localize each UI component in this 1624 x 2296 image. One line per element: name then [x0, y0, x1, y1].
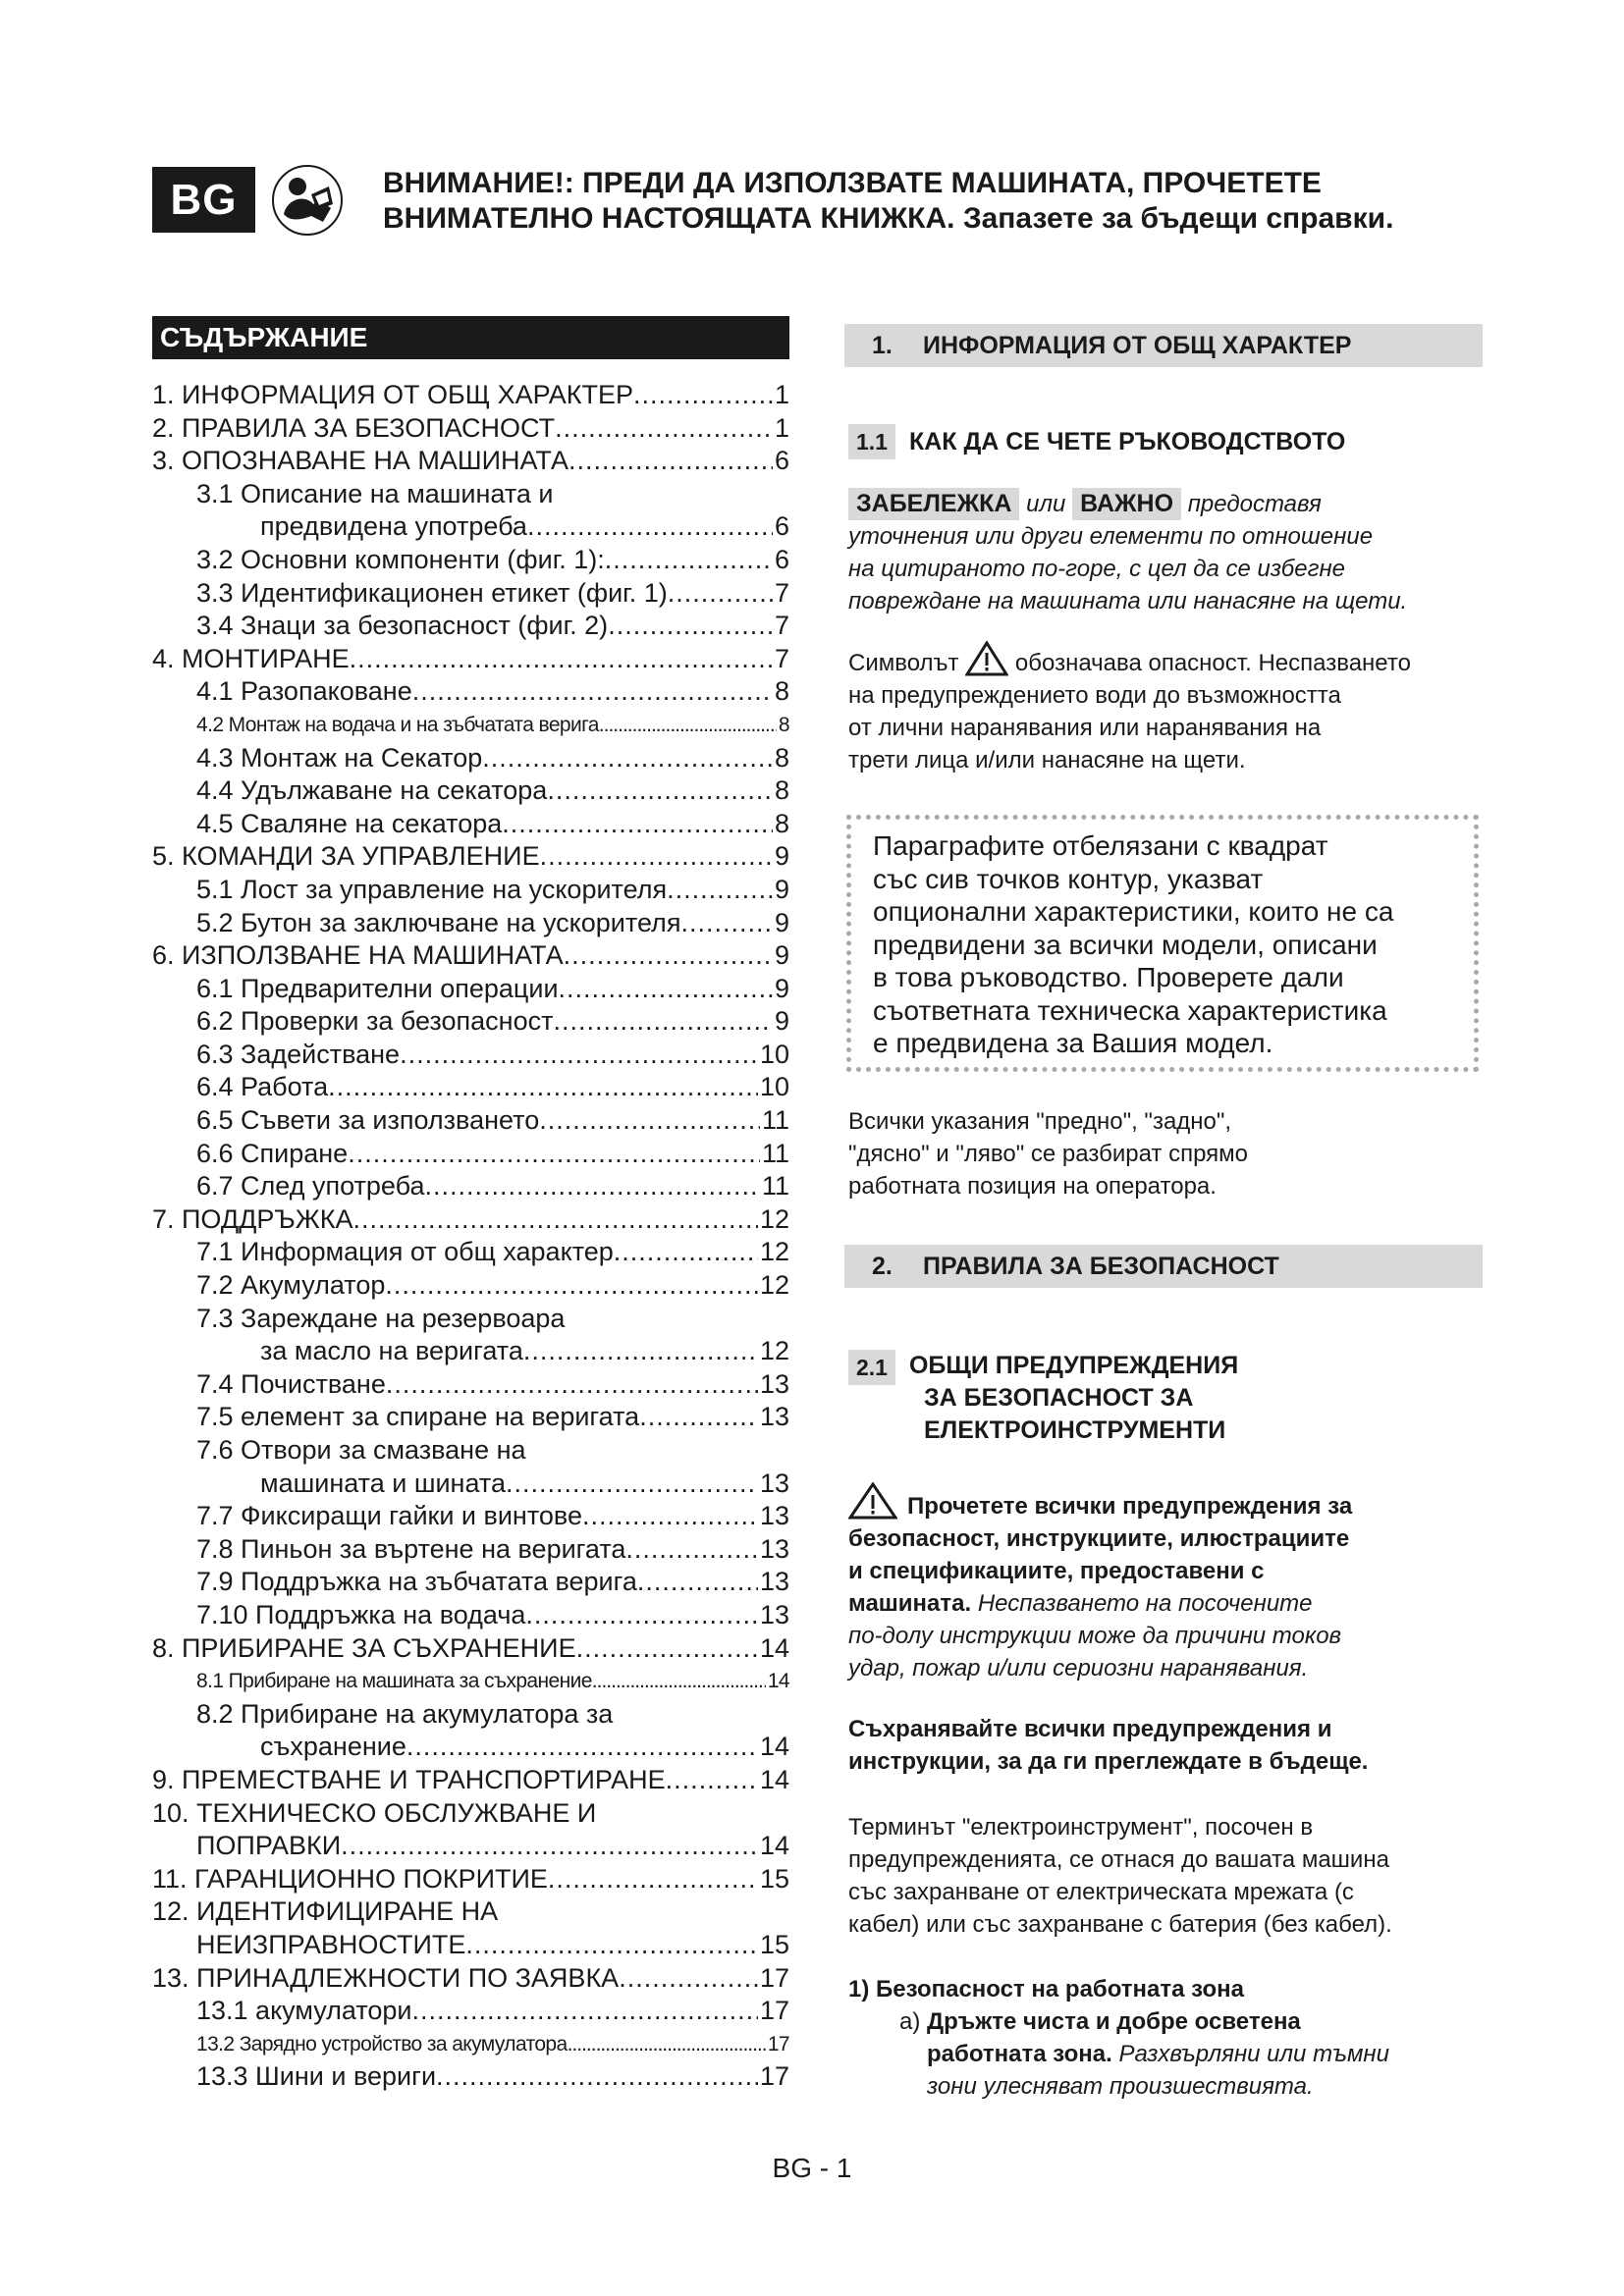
toc-entry	[152, 1533, 789, 1567]
toc-entry	[152, 874, 789, 907]
toc-entry	[152, 1896, 789, 1929]
toc-entry-text: 1. ИНФОРМАЦИЯ ОТ ОБЩ ХАРАКТЕР	[152, 380, 634, 409]
toc-entry-text: 6.6 Спиране	[196, 1138, 349, 1168]
toc-leader-dots	[637, 1566, 758, 1599]
toc-entry-text: 7.7 Фиксиращи гайки и винтове	[196, 1501, 582, 1531]
toc-leader-dots	[619, 1962, 758, 1996]
section-2-number: 2.	[872, 1253, 893, 1280]
toc-entry-page: 15	[759, 1929, 789, 1959]
toc-entry	[152, 840, 789, 874]
toc-entry	[152, 1698, 789, 1732]
subsection-1-1-number: 1.1	[848, 424, 895, 459]
toc-entry-page: 1	[774, 412, 789, 443]
toc-entry-page: 8	[774, 676, 789, 707]
toc-entry	[152, 1071, 789, 1104]
item-a-rest: Разхвърляни или тъмни	[1118, 2041, 1389, 2067]
toc-entry	[152, 1368, 789, 1402]
read-manual-icon	[272, 165, 343, 236]
toc-entry	[152, 808, 789, 841]
toc-entry-text: 8. ПРИБИРАНЕ ЗА СЪХРАНЕНИЕ	[152, 1632, 576, 1663]
toc-entry-text: 13.3 Шини и вериги	[196, 2061, 437, 2092]
note-provides: предоставя	[1187, 491, 1322, 517]
toc-leader-dots	[498, 1896, 787, 1929]
toc-entry-page: 14	[759, 1831, 789, 1861]
toc-entry-text: 3.4 Знаци за безопасност (фиг. 2)	[196, 611, 609, 641]
work-area-heading: 1) Безопасност на работната зона	[848, 1976, 1245, 2002]
toc-leader-dots	[568, 2028, 766, 2061]
note-line-3: на цитираното по-горе, с цел да се избегне	[848, 556, 1346, 582]
toc-entry	[152, 1269, 789, 1303]
read-warn-line-1: Прочетете всички предупреждения за	[907, 1493, 1353, 1520]
toc-entry	[152, 939, 789, 973]
toc-entry	[152, 643, 789, 676]
toc-entry-page: 8	[778, 713, 789, 736]
toc-entry-page	[787, 1797, 789, 1831]
toc-entry-page: 14	[759, 1632, 789, 1663]
toc-entry	[152, 1434, 789, 1468]
box-line: със сив точков контур, указват	[873, 863, 1264, 894]
toc-entry-text: 4.2 Монтаж на водача и на зъбчатата верига	[196, 713, 599, 736]
toc-entry-text: 4.1 Разопаковане	[196, 676, 412, 707]
toc-entry-page: 1	[774, 380, 789, 409]
toc-entry	[152, 907, 789, 940]
toc-entry	[152, 1797, 789, 1831]
toc-entry-text: 7.4 Почистване	[196, 1368, 386, 1399]
toc-entry	[152, 510, 789, 544]
warning-line-1: ВНИМАНИЕ!: ПРЕДИ ДА ИЗПОЛЗВАТЕ МАШИНАТА, ПРОЧЕТЕТЕ	[383, 167, 1322, 199]
toc-leader-dots	[352, 1203, 758, 1237]
toc-entry	[152, 1665, 789, 1698]
toc-entry-page: 9	[774, 1006, 789, 1037]
toc-entry-text: 5.2 Бутон за заключване на ускорителя	[196, 907, 681, 937]
section-1-number: 1.	[872, 332, 893, 359]
directions-line: работната позиция на оператора.	[848, 1173, 1217, 1200]
toc-entry-text: 8.2 Прибиране на акумулатора за	[196, 1698, 614, 1729]
toc-leader-dots	[539, 1104, 760, 1138]
toc-leader-dots	[540, 840, 773, 874]
subsection-1-1-header	[848, 424, 1345, 459]
optional-features-box	[846, 815, 1479, 1072]
toc-entry-text: 7. ПОДДРЪЖКА	[152, 1203, 353, 1234]
toc-entry-page: 11	[761, 1171, 789, 1201]
toc-entry-text: 10. ТЕХНИЧЕСКО ОБСЛУЖВАНЕ И	[152, 1797, 597, 1828]
toc-entry	[152, 1104, 789, 1138]
toc-entry-text: 7.10 Поддръжка на водача	[196, 1599, 526, 1629]
toc-entry	[152, 1236, 789, 1269]
read-warn-line-4-bold: машината.	[848, 1590, 972, 1617]
toc-leader-dots	[547, 774, 773, 808]
toc-entry	[152, 1764, 789, 1797]
toc-leader-dots	[523, 1335, 758, 1368]
toc-entry-page	[787, 1896, 789, 1929]
directions-line: "дясно" и "ляво" се разбират спрямо	[848, 1141, 1248, 1167]
toc-entry	[152, 1335, 789, 1368]
toc-entry-page: 8	[774, 742, 789, 773]
toc-entry-page: 12	[759, 1336, 789, 1366]
directions-paragraph	[848, 1105, 1487, 1202]
toc-entry	[152, 1830, 789, 1863]
toc-entry	[152, 610, 789, 643]
toc-entry-text: 6.1 Предварителни операции	[196, 973, 559, 1003]
toc-entry-text: 7.6 Отвори за смазване на	[196, 1435, 526, 1465]
toc-leader-dots	[465, 1929, 758, 1962]
toc-leader-dots	[576, 1632, 758, 1666]
toc-leader-dots	[553, 1005, 773, 1039]
toc-entry-text: 13. ПРИНАДЛЕЖНОСТИ ПО ЗАЯВКА	[152, 1962, 620, 1993]
toc-entry-text: 7.8 Пиньон за въртене на веригата	[196, 1533, 626, 1564]
toc-entry-page: 15	[759, 1863, 789, 1894]
section-1-header	[844, 324, 1483, 367]
toc-leader-dots	[605, 544, 773, 577]
toc-entry-page	[787, 1303, 789, 1336]
toc-entry-text: 7.3 Зареждане на резервоара	[196, 1303, 566, 1333]
toc-leader-dots	[613, 1698, 787, 1732]
toc-entry-page	[787, 1434, 789, 1468]
toc-entry-text: 3.1 Описание на машината и	[196, 478, 554, 508]
toc-leader-dots	[348, 1138, 760, 1171]
toc-entry-page: 9	[774, 973, 789, 1003]
toc-entry	[152, 1731, 789, 1764]
toc-entry-page: 14	[759, 1732, 789, 1762]
toc-entry-text: 6.2 Проверки за безопасност	[196, 1006, 554, 1037]
toc-leader-dots	[412, 1995, 758, 2028]
toc-leader-dots	[482, 742, 773, 775]
toc-entry-page: 10	[759, 1072, 789, 1102]
read-warn-line-3: и спецификациите, предоставени с	[848, 1558, 1265, 1584]
toc-entry-page: 8	[774, 808, 789, 838]
toc-entry	[152, 1566, 789, 1599]
toc-entry-page: 17	[767, 2032, 789, 2056]
toc-entry-text: ПОПРАВКИ	[196, 1831, 342, 1861]
toc-entry-page: 8	[774, 775, 789, 806]
toc-entry	[152, 1929, 789, 1962]
item-a-bold-2: работната зона.	[927, 2041, 1112, 2067]
toc-entry	[152, 1863, 789, 1896]
toc-entry	[152, 1468, 789, 1501]
symbol-line-3: от лични наранявания или наранявания на	[848, 715, 1322, 741]
warning-triangle-icon	[848, 1482, 897, 1520]
toc-leader-dots	[555, 412, 773, 446]
read-warnings-paragraph	[848, 1482, 1487, 1684]
toc-entry-text: 12. ИДЕНТИФИЦИРАНЕ НА	[152, 1896, 499, 1927]
toc-entry-text: машината и шината	[260, 1468, 506, 1498]
toc-entry	[152, 478, 789, 511]
toc-entry-page: 6	[774, 446, 789, 476]
toc-entry-text: 7.2 Акумулатор	[196, 1270, 386, 1301]
toc-entry-text: 4. МОНТИРАНЕ	[152, 643, 350, 673]
toc-entry-text: 11. ГАРАНЦИОННО ПОКРИТИЕ	[152, 1863, 548, 1894]
toc-entry	[152, 1599, 789, 1632]
toc-entry-page: 6	[774, 511, 789, 542]
toc-leader-dots	[400, 1039, 758, 1072]
toc-leader-dots	[548, 1863, 758, 1896]
warning-triangle-icon	[965, 641, 1008, 676]
toc-entry	[152, 742, 789, 775]
toc-entry	[152, 2028, 789, 2061]
toc-entry-text: 3.2 Основни компоненти (фиг. 1):	[196, 544, 605, 574]
toc-entry-page: 13	[759, 1402, 789, 1432]
symbol-prefix: Символът	[848, 650, 959, 676]
subsection-2-1-title-3: ЕЛЕКТРОИНСТРУМЕНТИ	[923, 1416, 1226, 1444]
toc-entry-page: 6	[774, 544, 789, 574]
toc-leader-dots	[412, 675, 773, 709]
subsection-2-1-header	[848, 1350, 1238, 1447]
toc-entry-page: 12	[759, 1237, 789, 1267]
toc-entry	[152, 544, 789, 577]
subsection-2-1-title-2: ЗА БЕЗОПАСНОСТ ЗА	[923, 1384, 1194, 1412]
toc-leader-dots	[385, 1269, 758, 1303]
subsection-1-1-title: КАК ДА СЕ ЧЕТЕ РЪКОВОДСТВОТО	[908, 428, 1346, 455]
toc-entry-page: 9	[774, 841, 789, 872]
toc-leader-dots	[559, 973, 773, 1006]
work-area-paragraph	[848, 1973, 1487, 2103]
toc-leader-dots	[406, 1731, 758, 1764]
toc-entry-page: 10	[759, 1039, 789, 1069]
toc-leader-dots	[436, 2060, 758, 2094]
toc-entry-page: 12	[759, 1270, 789, 1301]
toc-entry-text: 8.1 Прибиране на машината за съхранение	[196, 1670, 592, 1693]
language-badge: BG	[152, 167, 255, 233]
toc-entry-page: 7	[774, 611, 789, 641]
toc-entry-text: съхранение	[260, 1732, 406, 1762]
toc-entry	[152, 577, 789, 611]
toc-entry-page: 11	[761, 1105, 789, 1136]
toc-entry	[152, 1138, 789, 1171]
item-a-label: a)	[899, 2008, 921, 2035]
term-line: предупрежденията, се отнася до вашата машина	[848, 1846, 1389, 1873]
box-line: предвидени за всички модели, описани	[873, 929, 1378, 960]
toc-leader-dots	[668, 577, 773, 611]
toc-entry-page: 14	[767, 1670, 789, 1693]
symbol-line-4: трети лица и/или нанасяне на щети.	[848, 747, 1246, 774]
symbol-line-1: обозначава опасност. Неспазването	[1014, 650, 1411, 676]
toc-entry-page: 14	[759, 1764, 789, 1794]
important-tag: ВАЖНО	[1072, 488, 1181, 520]
toc-entry	[152, 379, 789, 412]
keep-line-1: Съхранявайте всички предупреждения и	[848, 1716, 1332, 1742]
toc-entry-text: 6.5 Съвети за използването	[196, 1105, 540, 1136]
toc-entry-text: 9. ПРЕМЕСТВАНЕ И ТРАНСПОРТИРАНЕ	[152, 1764, 666, 1794]
subsection-2-1-number: 2.1	[848, 1350, 895, 1385]
toc-leader-dots	[526, 1434, 787, 1468]
toc-entry	[152, 412, 789, 446]
toc-entry	[152, 1962, 789, 1996]
read-warn-line-2: безопасност, инструкциите, илюстрациите	[848, 1525, 1350, 1552]
note-tag: ЗАБЕЛЕЖКА	[848, 488, 1019, 520]
toc-entry	[152, 709, 789, 742]
toc-leader-dots	[680, 907, 773, 940]
toc-entry-text: 3.3 Идентификационен етикет (фиг. 1)	[196, 577, 668, 608]
toc-entry-page	[787, 1698, 789, 1732]
toc-entry-text: 13.2 Зарядно устройство за акумулатора	[196, 2032, 568, 2056]
symbol-paragraph	[848, 641, 1487, 776]
toc-entry-page: 13	[759, 1368, 789, 1399]
term-paragraph	[848, 1811, 1487, 1941]
subsection-2-1-title-1: ОБЩИ ПРЕДУПРЕЖДЕНИЯ	[908, 1352, 1239, 1379]
box-line: опционални характеристики, които не са	[873, 896, 1394, 927]
toc-leader-dots	[424, 1170, 760, 1203]
toc-entry-text: 4.3 Монтаж на Секатор	[196, 742, 483, 773]
box-line: е предвидена за Вашия модел.	[873, 1028, 1273, 1058]
term-line: със захранване от електрическата мрежата (с	[848, 1879, 1354, 1905]
toc-entry-page: 7	[774, 643, 789, 673]
note-or: или	[1026, 491, 1066, 517]
toc-leader-dots	[527, 510, 773, 544]
toc-leader-dots	[565, 1303, 787, 1336]
toc-entry-text: 6. ИЗПОЛЗВАНЕ НА МАШИНАТА	[152, 940, 564, 971]
toc-leader-dots	[350, 643, 773, 676]
toc-entry-text: за масло на веригата	[260, 1336, 523, 1366]
section-2-header	[844, 1245, 1483, 1288]
toc-leader-dots	[582, 1500, 758, 1533]
toc-entry	[152, 445, 789, 478]
toc-leader-dots	[596, 1797, 787, 1831]
toc-leader-dots	[633, 379, 773, 412]
toc-entry	[152, 774, 789, 808]
toc-entry	[152, 675, 789, 709]
toc-entry-page: 9	[774, 940, 789, 971]
directions-line: Всички указания "предно", "задно",	[848, 1108, 1232, 1135]
section-2-title: ПРАВИЛА ЗА БЕЗОПАСНОСТ	[923, 1253, 1279, 1280]
item-a-bold-1: Дръжте чиста и добре осветена	[927, 2008, 1301, 2035]
toc-entry	[152, 2060, 789, 2094]
toc-entry-text: 4.5 Сваляне на секатора	[196, 808, 503, 838]
toc-entry-text: 7.1 Информация от общ характер	[196, 1237, 614, 1267]
section-1-title: ИНФОРМАЦИЯ ОТ ОБЩ ХАРАКТЕР	[923, 332, 1352, 359]
note-line-4: повреждане на машината или нанасяне на щети.	[848, 588, 1408, 614]
toc-entry	[152, 1203, 789, 1237]
warning-line-2: ВНИМАТЕЛНО НАСТОЯЩАТА КНИЖКА. Запазете за бъдещи справки.	[383, 202, 1394, 235]
toc-entry-page: 13	[759, 1599, 789, 1629]
toc-entry-text: 5. КОМАНДИ ЗА УПРАВЛЕНИЕ	[152, 841, 540, 872]
note-line-2: уточнения или други елементи по отношение	[848, 523, 1374, 550]
toc-entry	[152, 1632, 789, 1666]
box-line: в това ръководство. Проверете дали	[873, 962, 1344, 992]
toc-entry-page: 13	[759, 1501, 789, 1531]
toc-leader-dots	[592, 1665, 766, 1698]
toc-entry-text: 13.1 акумулатори	[196, 1996, 412, 2026]
note-paragraph	[848, 488, 1487, 617]
toc-entry-text: 2. ПРАВИЛА ЗА БЕЗОПАСНОСТ	[152, 412, 556, 443]
toc-entry-text: НЕИЗПРАВНОСТИТЕ	[196, 1929, 466, 1959]
toc-entry	[152, 973, 789, 1006]
toc-entry-page	[787, 478, 789, 511]
toc-entry-page: 13	[759, 1468, 789, 1498]
toc-leader-dots	[386, 1368, 758, 1402]
box-line: Параграфите отбелязани с квадрат	[873, 830, 1328, 861]
toc-list	[152, 379, 789, 2094]
toc-entry	[152, 1005, 789, 1039]
toc-entry-page: 13	[759, 1533, 789, 1564]
toc-entry-text: 7.5 елемент за спиране на веригата	[196, 1402, 640, 1432]
read-warn-line-6: удар, пожар и/или сериозни наранявания.	[848, 1655, 1309, 1682]
toc-leader-dots	[625, 1533, 758, 1567]
toc-entry-text: 5.1 Лост за управление на ускорителя	[196, 874, 668, 904]
page-number: BG - 1	[772, 2153, 852, 2183]
toc-entry-page: 17	[759, 1996, 789, 2026]
toc-leader-dots	[568, 445, 773, 478]
toc-leader-dots	[554, 478, 787, 511]
toc-entry	[152, 1303, 789, 1336]
keep-line-2: инструкции, за да ги преглеждате в бъдеще.	[848, 1748, 1369, 1775]
toc-leader-dots	[639, 1401, 758, 1434]
toc-title: СЪДЪРЖАНИЕ	[152, 316, 789, 359]
toc-leader-dots	[666, 1764, 758, 1797]
toc-entry-text: 6.4 Работа	[196, 1072, 329, 1102]
toc-leader-dots	[506, 1468, 758, 1501]
box-line: съответната техническа характеристика	[873, 994, 1387, 1026]
term-line: кабел) или със захранване с батерия (без кабел).	[848, 1911, 1392, 1938]
symbol-line-2: на предупреждението води до възможността	[848, 682, 1341, 709]
toc-entry-page: 13	[759, 1567, 789, 1597]
toc-leader-dots	[328, 1071, 758, 1104]
read-warn-line-5: по-долу инструкции може да причини токов	[848, 1623, 1342, 1649]
toc-leader-dots	[599, 709, 777, 742]
toc-leader-dots	[608, 610, 773, 643]
toc-entry-text: 7.9 Поддръжка на зъбчатата верига	[196, 1567, 637, 1597]
toc-leader-dots	[341, 1830, 758, 1863]
toc-entry-page: 12	[759, 1203, 789, 1234]
toc-entry-text: 6.3 Задействане	[196, 1039, 401, 1069]
toc-entry-text: 4.4 Удължаване на секатора	[196, 775, 548, 806]
toc-entry-text: предвидена употреба	[260, 511, 527, 542]
toc-leader-dots	[502, 808, 773, 841]
toc-entry-page: 7	[774, 577, 789, 608]
toc-entry	[152, 1170, 789, 1203]
toc-leader-dots	[667, 874, 773, 907]
toc-leader-dots	[614, 1236, 758, 1269]
keep-warnings-paragraph	[848, 1713, 1487, 1778]
toc-entry	[152, 1401, 789, 1434]
toc-entry	[152, 1039, 789, 1072]
item-a-line-3: зони улесняват произшествията.	[927, 2073, 1314, 2100]
toc-entry	[152, 1500, 789, 1533]
toc-entry-text: 6.7 След употреба	[196, 1171, 425, 1201]
toc-entry-text: 3. ОПОЗНАВАНЕ НА МАШИНАТА	[152, 446, 569, 476]
toc-entry-page: 17	[759, 2061, 789, 2092]
toc-entry-page: 11	[761, 1138, 789, 1168]
toc-leader-dots	[525, 1599, 758, 1632]
toc-entry-page: 9	[774, 907, 789, 937]
read-warn-line-4-rest: Неспазването на посочените	[977, 1590, 1313, 1617]
toc-leader-dots	[564, 939, 773, 973]
toc-entry-page: 17	[759, 1962, 789, 1993]
toc-entry	[152, 1995, 789, 2028]
term-line: Терминът "електроинструмент", посочен в	[848, 1814, 1314, 1841]
toc-entry-page: 9	[774, 874, 789, 904]
